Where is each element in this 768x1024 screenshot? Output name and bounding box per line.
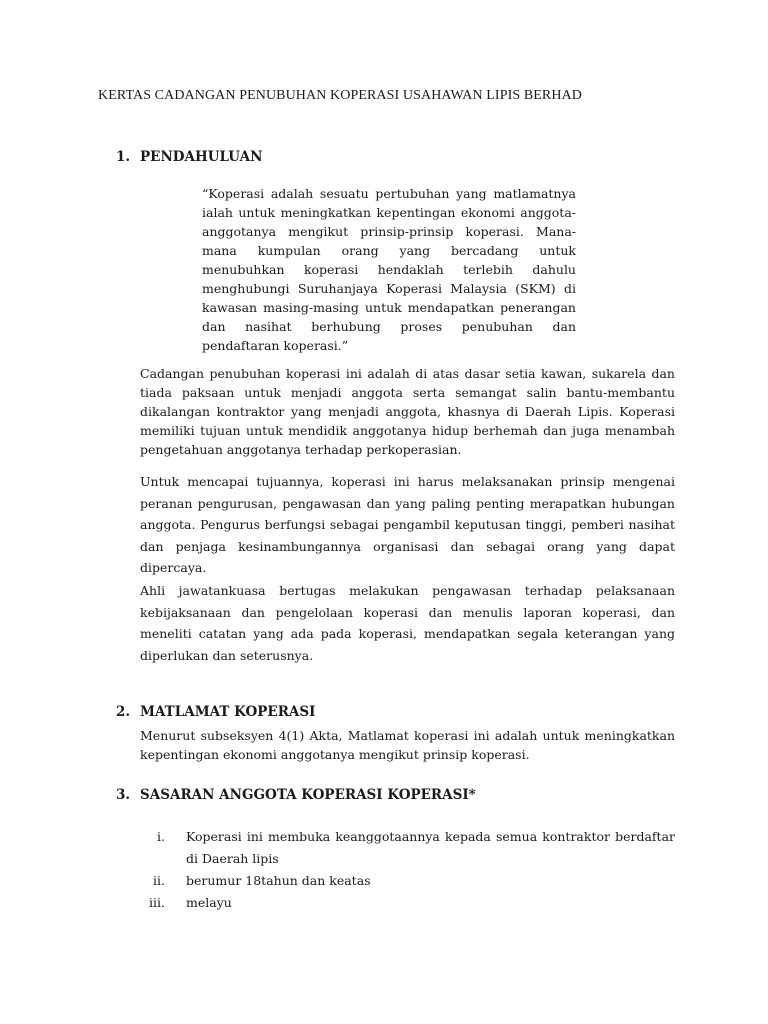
section-1-title: PENDAHULUAN — [140, 149, 263, 165]
section-2-paragraph: Menurut subseksyen 4(1) Akta, Matlamat koperasi ini adalah untuk meningkatkan kepentingan ekonomi anggotanya mengikut prinsip koperasi. — [140, 728, 675, 762]
section-2-heading — [116, 704, 315, 720]
list-item-number: iii. — [149, 895, 165, 910]
section-1-number: 1. — [116, 149, 131, 165]
section-1-paragraph-3: Ahli jawatankuasa bertugas melakukan pengawasan terhadap pelaksanaan kebijaksanaan dan pengelolaan koperasi dan menulis laporan koperasi, dan meneliti catatan yang ada pada koperasi, mendapatkan segala keterangan yang diperlukan dan seterusnya. — [140, 583, 675, 663]
section-3-number: 3. — [116, 787, 131, 803]
section-3-title: SASARAN ANGGOTA KOPERASI KOPERASI* — [140, 787, 476, 803]
section-1-paragraph-1: Cadangan penubuhan koperasi ini adalah di atas dasar setia kawan, sukarela dan tiada paksaan untuk menjadi anggota serta semangat salin bantu-membantu dikalangan kontraktor yang menjadi anggota, khasnya di Daerah Lipis. Koperasi memiliki tujuan untuk mendidik anggotanya hidup berhemah dan juga menambah pengetahuan anggotanya terhadap perkoperasian. — [140, 366, 675, 457]
list-item — [140, 892, 675, 914]
list-item — [140, 870, 675, 892]
list-item-number: i. — [157, 829, 165, 844]
section-1-quote: “Koperasi adalah sesuatu pertubuhan yang matlamatnya ialah untuk meningkatkan kepentingan ekonomi anggota-anggotanya mengikut prinsip-prinsip koperasi. Mana-mana kumpulan orang yang bercadang untuk menubuhkan koperasi hendaklah terlebih dahulu menghubungi Suruhanjaya Koperasi Malaysia (SKM) di kawasan masing-masing untuk mendapatkan penerangan dan nasihat berhubung proses penubuhan dan pendaftaran koperasi.” — [202, 186, 576, 353]
section-1-paragraph-2: Untuk mencapai tujuannya, koperasi ini harus melaksanakan prinsip mengenai peranan pengurusan, pengawasan dan yang paling penting merapatkan hubungan anggota. Pengurus berfungsi sebagai pengambil keputusan tinggi, pemberi nasihat dan penjaga kesinambungannya organisasi dan sebagai orang yang dapat dipercaya. — [140, 474, 675, 575]
list-item — [140, 826, 675, 870]
section-2-number: 2. — [116, 704, 131, 720]
list-item-number: ii. — [153, 873, 165, 888]
list-item-text: berumur 18tahun dan keatas — [186, 873, 371, 888]
section-3-list — [140, 826, 675, 914]
section-1-heading — [116, 149, 262, 165]
document-title: KERTAS CADANGAN PENUBUHAN KOPERASI USAHAWAN LIPIS BERHAD — [98, 88, 582, 103]
list-item-text: melayu — [186, 895, 232, 910]
list-item-text: Koperasi ini membuka keanggotaannya kepada semua kontraktor berdaftar di Daerah lipis — [186, 829, 675, 866]
section-3-heading — [116, 787, 476, 803]
section-2-title: MATLAMAT KOPERASI — [140, 704, 316, 720]
